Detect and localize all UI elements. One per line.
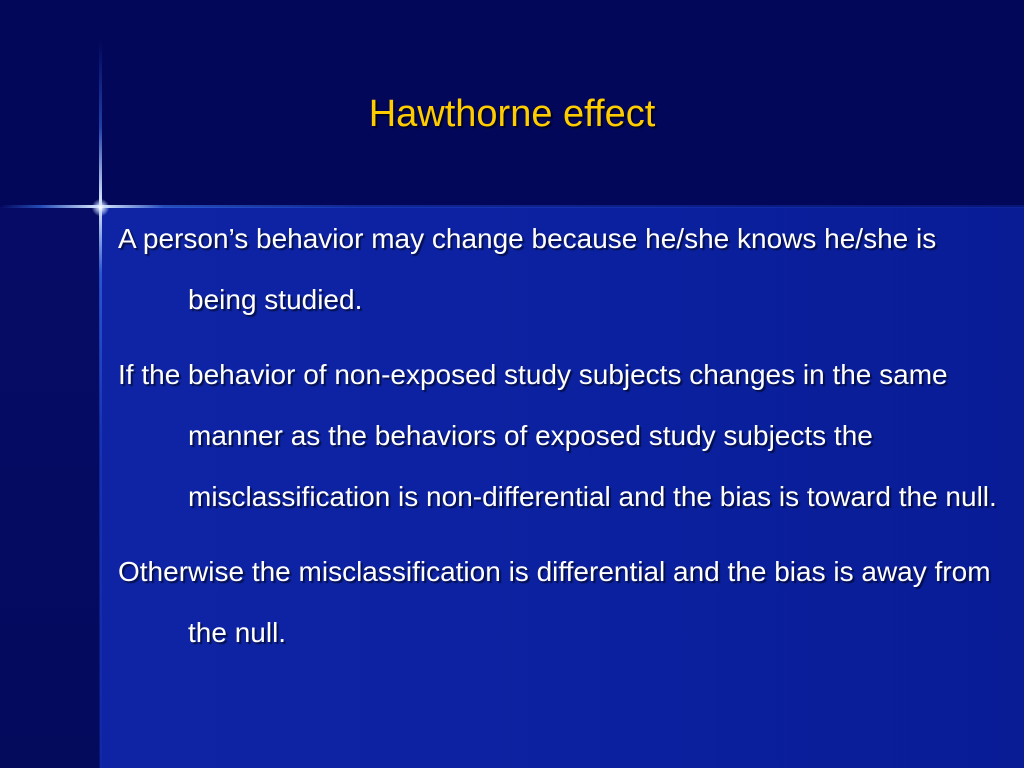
- slide-title: Hawthorne effect: [368, 93, 656, 135]
- slide-body: [118, 208, 998, 677]
- body-paragraph-3: Otherwise the misclassification is differential and the bias is away from the null.: [118, 556, 991, 648]
- body-paragraph-1: A person’s behavior may change because he/she knows he/she is being studied.: [118, 223, 937, 315]
- sparkle-icon: [92, 199, 109, 216]
- left-margin-band: [0, 207, 100, 768]
- body-paragraph-2: If the behavior of non-exposed study subjects changes in the same manner as the behaviors of exposed study subjects the misclassification is non-differential and the bias is toward the null.: [118, 359, 997, 512]
- vertical-accent-line: [99, 40, 102, 768]
